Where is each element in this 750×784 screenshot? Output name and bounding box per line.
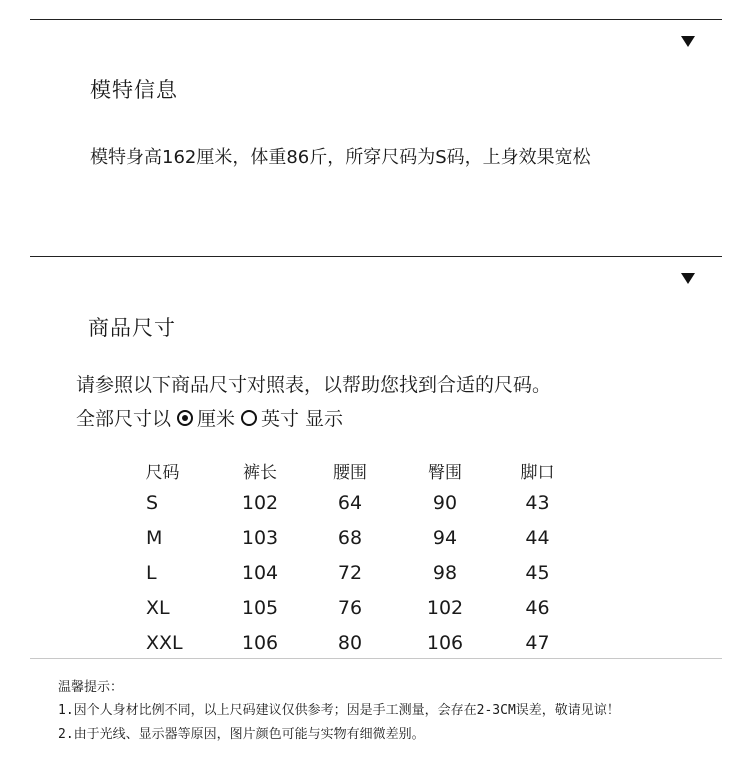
table-cell: XL — [146, 596, 170, 619]
table-cell: 43 — [525, 491, 550, 514]
size-intro-text: 请参照以下商品尺寸对照表，以帮助您找到合适的尺码。 — [76, 374, 552, 396]
model-info-title: 模特信息 — [90, 78, 178, 102]
unit-selector — [76, 404, 343, 431]
collapse-caret-icon[interactable] — [681, 273, 695, 284]
table-cell: 98 — [432, 561, 458, 584]
size-section-title: 商品尺寸 — [88, 316, 176, 340]
section-divider-size — [30, 256, 722, 257]
column-header: 脚口 — [520, 462, 555, 483]
table-cell: 103 — [241, 526, 279, 549]
table-cell: 68 — [337, 526, 363, 549]
collapse-caret-icon[interactable] — [681, 36, 695, 47]
table-cell: 105 — [241, 596, 279, 619]
table-cell: 46 — [525, 596, 550, 619]
table-cell: 102 — [426, 596, 464, 619]
column-header: 尺码 — [145, 462, 180, 483]
column-header: 腰围 — [333, 462, 367, 483]
unit-cm-label[interactable]: 厘米 — [197, 408, 236, 430]
table-cell: 106 — [241, 631, 279, 654]
table-row — [115, 485, 575, 520]
size-table — [115, 455, 575, 660]
tips-divider — [30, 658, 722, 659]
table-cell: XXL — [146, 631, 183, 654]
table-cell: M — [146, 526, 163, 549]
table-cell: 80 — [337, 631, 363, 654]
unit-prefix: 全部尺寸以 — [76, 408, 172, 430]
table-cell: 104 — [241, 561, 279, 584]
table-cell: 94 — [432, 526, 458, 549]
table-cell: 106 — [426, 631, 464, 654]
table-cell: 44 — [525, 526, 550, 549]
table-cell: S — [146, 491, 159, 514]
table-cell: 47 — [525, 631, 550, 654]
unit-suffix: 显示 — [305, 408, 344, 430]
table-cell: 45 — [525, 561, 550, 584]
table-row — [115, 520, 575, 555]
tips-item-1: 1.因个人身材比例不同，以上尺码建议仅供参考；因是手工测量，会存在2-3CM误差，敬请见谅！ — [58, 703, 620, 718]
table-row — [115, 590, 575, 625]
radio-cm-icon[interactable] — [177, 410, 193, 426]
size-table-header — [115, 455, 575, 485]
table-cell: 76 — [337, 596, 363, 619]
unit-inch-label[interactable]: 英寸 — [261, 408, 300, 430]
table-cell: 90 — [432, 491, 458, 514]
table-cell: 64 — [337, 491, 363, 514]
radio-inch-icon[interactable] — [241, 410, 257, 426]
table-row — [115, 555, 575, 590]
table-row — [115, 625, 575, 660]
section-divider-top — [30, 19, 722, 20]
tips-item-2: 2.由于光线、显示器等原因，图片颜色可能与实物有细微差别。 — [58, 727, 425, 742]
column-header: 裤长 — [243, 462, 277, 483]
table-cell: 72 — [337, 561, 363, 584]
model-info-text: 模特身高162厘米，体重86斤，所穿尺码为S码，上身效果宽松 — [90, 147, 591, 168]
table-cell: 102 — [241, 491, 279, 514]
column-header: 臀围 — [428, 462, 462, 483]
tips-title: 温馨提示： — [58, 680, 124, 695]
table-cell: L — [146, 561, 157, 584]
